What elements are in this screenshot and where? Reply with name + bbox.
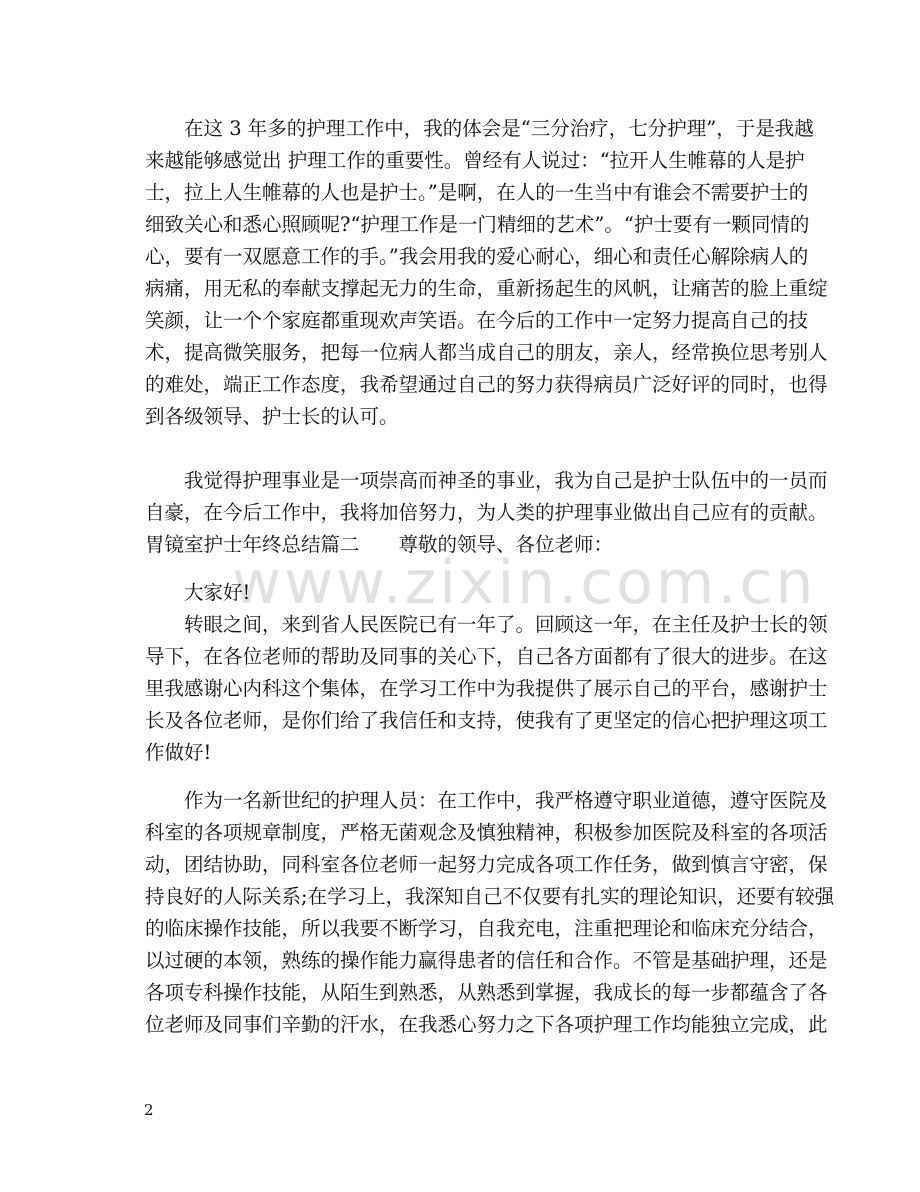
text-line: 到各级领导、护士长的认可。: [145, 405, 399, 428]
text-line: 里我感谢心内科这个集体，在学习工作中为我提供了展示自己的平台，感谢护士: [145, 677, 828, 700]
text-line: 的难处，端正工作态度，我希望通过自己的努力获得病员广泛好评的同时，也得: [145, 373, 828, 396]
text-line: 术，提高微笑服务，把每一位病人都当成自己的朋友，亲人，经常换位思考别人: [145, 341, 828, 364]
text-line: 大家好!: [145, 581, 251, 604]
text-line: 在这 3 年多的护理工作中，我的体会是“三分治疗，七分护理”，于是我越: [145, 117, 814, 140]
text-line: 来越能够感觉出 护理工作的重要性。曾经有人说过：“拉开人生帷幕的人是护: [145, 149, 805, 172]
text-line: 位老师及同事们辛勤的汗水，在我悉心努力之下各项护理工作均能独立完成，此: [145, 1013, 828, 1036]
text-line: 科室的各项规章制度，严格无菌观念及慎独精神，积极参加医院及科室的各项活: [145, 821, 828, 844]
watermark: www.zixin.com.cn: [232, 548, 817, 618]
page-number: 2: [144, 1101, 154, 1119]
text-line: 胃镜室护士年终总结篇二 尊敬的领导、各位老师：: [145, 533, 614, 556]
text-line: 长及各位老师，是你们给了我信任和支持，使我有了更坚定的信心把护理这项工: [145, 709, 828, 732]
text-line: 导下，在各位老师的帮助及同事的关心下，自己各方面都有了很大的进步。在这: [145, 645, 828, 668]
text-line: 病痛，用无私的奉献支撑起无力的生命，重新扬起生的风帆，让痛苦的脸上重绽: [145, 277, 828, 300]
text-line: 各项专科操作技能，从陌生到熟悉，从熟悉到掌握，我成长的每一步都蕴含了各: [145, 981, 828, 1004]
text-line: 心，要有一双愿意工作的手。”我会用我的爱心耐心，细心和责任心解除病人的: [145, 245, 809, 268]
text-line: 的临床操作技能，所以我要不断学习，自我充电，注重把理论和临床充分结合，: [145, 917, 828, 940]
text-line: 作为一名新世纪的护理人员：在工作中，我严格遵守职业道德，遵守医院及: [145, 789, 828, 812]
text-line: 我觉得护理事业是一项崇高而神圣的事业，我为自己是护士队伍中的一员而: [145, 469, 828, 492]
text-line: 持良好的人际关系;在学习上，我深知自己不仅要有扎实的理论知识，还要有较强: [145, 885, 835, 908]
text-line: 转眼之间，来到省人民医院已有一年了。回顾这一年，在主任及护士长的领: [145, 613, 828, 636]
text-line: 作做好!: [145, 741, 212, 764]
text-line: 自豪，在今后工作中，我将加倍努力，为人类的护理事业做出自己应有的贡献。: [145, 501, 828, 524]
text-line: 士，拉上人生帷幕的人也是护士。”是啊，在人的一生当中有谁会不需要护士的: [145, 181, 809, 204]
text-line: 动，团结协助，同科室各位老师一起努力完成各项工作任务，做到慎言守密，保: [145, 853, 828, 876]
text-line: 细致关心和悉心照顾呢?“护理工作是一门精细的艺术”。“护士要有一颗同情的: [145, 213, 810, 236]
text-line: 笑颜，让一个个家庭都重现欢声笑语。在今后的工作中一定努力提高自己的技: [145, 309, 809, 332]
text-line: 以过硬的本领，熟练的操作能力赢得患者的信任和合作。不管是基础护理，还是: [145, 949, 828, 972]
